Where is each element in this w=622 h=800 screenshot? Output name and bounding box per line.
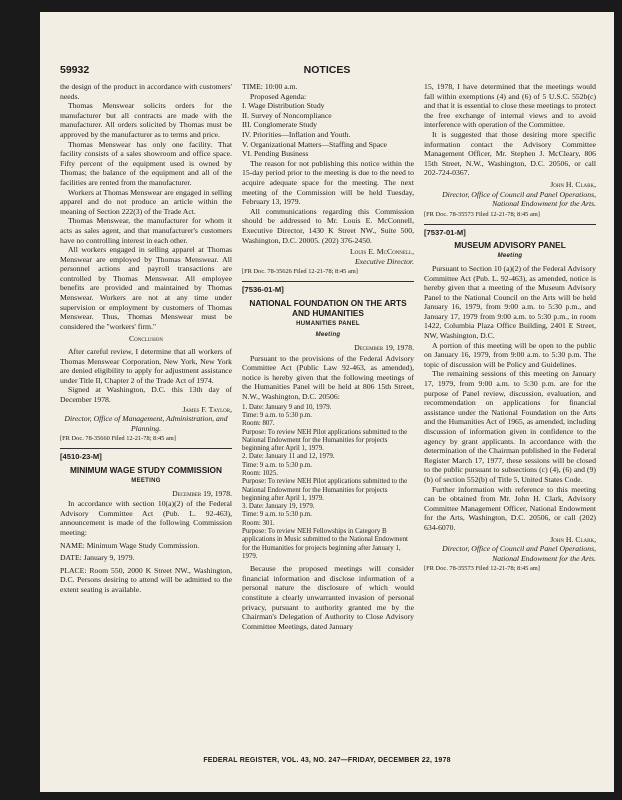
page-number: 59932 (60, 64, 90, 76)
paragraph: 15, 1978, I have determined that the meetings would fall within exemptions (4) and (6) of 5 U.S.C. 552b(c) and that it is essential to close these meetings to protect the free exchange of internal views and to avoid interference with operation of the Committee. (424, 82, 596, 130)
signer-name: John H. Clark, (550, 534, 596, 544)
column-1 (60, 82, 232, 595)
signer-name: John H. Clark, (550, 179, 596, 189)
signer-title: Director, Office of Council and Panel Operations, National Endowment for the Arts. (442, 544, 596, 563)
section-title: NOTICES (303, 64, 351, 76)
paragraph: Workers at Thomas Menswear are engaged in selling apparel and do not produce an article within the meaning of Section 222(3) of the Trade Act. (60, 187, 232, 216)
doc-number: [7536-01-M] (242, 285, 284, 295)
meeting-name: NAME: Minimum Wage Study Commission. (60, 540, 200, 550)
notice-date: December 19, 1978. (354, 343, 414, 353)
page-footer: FEDERAL REGISTER, VOL. 43, NO. 247—FRIDAY, DECEMBER 22, 1978 (203, 757, 451, 764)
signer-name: James F. Taylor, (182, 404, 232, 414)
fr-doc-line: [FR Doc. 78-35573 Filed 12-21-78; 8:45 am] (424, 565, 540, 573)
paragraph: After careful review, I determine that all workers of Thomas Menswear Corporation, New York, New York are denied eligibility to apply for adjustment assistance under Title II, Chapter 2 of the Trade Act of 1974. (60, 347, 232, 385)
doc-number: [4510-23-M] (60, 452, 102, 462)
meeting-item: Purpose: To review NEH Fellowships in Category B applications in Music submitted to the National Endowment for the Humanities for projects beginning after January 1, 1979. (242, 528, 408, 560)
agenda-heading: Proposed Agenda: (250, 91, 307, 101)
column-2 (242, 82, 414, 631)
paragraph: The reason for not publishing this notice within the 15-day period prior to the meeting is due to the need to acquire adequate space for the meeting. The next meeting of the Commission will be held Tuesday, February 13, 1979. (242, 158, 414, 207)
agenda-item: VI. Pending Business (242, 149, 309, 159)
subheading-meeting: Meeting (315, 332, 341, 339)
signer-title: Director, Office of Council and Panel Operations, National Endowment for the Arts. (442, 189, 596, 209)
fr-doc-line: [FR Doc. 78-35626 Filed 12-21-78; 8:45 am] (242, 268, 358, 276)
agenda-item: I. Wage Distribution Study (242, 101, 325, 111)
paragraph: Thomas Menswear has only one facility. That facility consists of a sales showroom and office space. Fifty percent of the equipment used is owned by Thomas; the balance of the equipment and all of the facilities are rented from the manufacturer. (60, 139, 232, 187)
meeting-item: Room: 301. (242, 519, 275, 527)
meeting-item: 1. Date: January 9 and 10, 1979. (242, 403, 332, 411)
meeting-item: Time: 9 a.m. to 5:30 p.m. (242, 461, 312, 469)
agenda-item: V. Organizational Matters—Staffing and Space (242, 139, 387, 149)
page-header (60, 64, 594, 80)
paragraph: Further information with reference to this meeting can be obtained from Mr. John H. Clark, Advisory Committee Management Officer, National Endowment for the Arts, Washington, D.C. 20506, or call (202) 634-6070. (424, 484, 596, 532)
paragraph: It is suggested that those desiring more specific information contact the Advisory Committee Management Officer, Mr. Stephen J. McCleary, 806 15th Street, N.W., Washington, D.C. 20506, or call 202-724-0367. (424, 129, 596, 178)
fr-doc-line: [FR Doc. 78-35660 Filed 12-21-78; 8:45 am] (60, 435, 176, 443)
doc-number: [7537-01-M] (424, 227, 466, 237)
subheading-meeting: Meeting (497, 253, 523, 260)
meeting-list (242, 404, 414, 562)
conclusion-heading: Conclusion (128, 334, 164, 344)
paragraph: A portion of this meeting will be open to the public on January 16, 1979, from 9:00 a.m. to 5:30 p.m. The topic of discussion will be Policy and Guidelines. (424, 340, 596, 369)
subheading: HUMANITIES PANEL (296, 320, 360, 327)
meeting-item: Time: 9 a.m. to 5:30 p.m. (242, 511, 312, 519)
columns (60, 82, 594, 760)
meeting-item: Purpose: To review NEH Pilot applications submitted to the National Endowment for the Humanities for projects beginning after April 1, 1979. (242, 428, 408, 453)
agenda-item: II. Survey of Noncompliance (242, 110, 332, 120)
signer-title: Director, Office of Management, Administration, and Planning. (64, 414, 228, 433)
paragraph: Pursuant to the provisions of the Federal Advisory Committee Act (Public Law 92-463, as amended), notice is hereby given that the following meetings of the Humanities Panel will be held at 806 15th Street, N.W., Washington, D.C. 20506: (242, 353, 414, 402)
register-page (40, 12, 614, 792)
paragraph: All workers engaged in selling apparel at Thomas Menswear are employed by Thomas Menswear. All personnel actions and payroll transactions are controlled by Thomas Menswear. All employee benefits are provided and maintained by Thomas Menswear. Workers are not at any time under supervision or employment by customers of Thomas Menswear. Thus, Thomas Menswear must be considered the "workers' firm." (60, 245, 232, 331)
meeting-item: 2. Date: January 11 and 12, 1979. (242, 453, 335, 461)
paragraph: The remaining sessions of this meeting on January 17, 1979, from 9:00 a.m. to 5:30 p.m. are for the purpose of Panel review, discussion, evaluation, and recommendation on applications for financial assistance under the National Foundation on the Arts and the Humanities Act of 1965, as amended, including discussion of information given in confidence to the agency by grant applicants. In accordance with the determination of the Chairman published in the Federal Register March 17, 1977, these sessions will be closed to the public pursuant to subsections (c) (4), (6) and (9)(b) of section 552(b) of Title 5, United States Code. (424, 369, 596, 484)
paragraph: Because the proposed meetings will consider financial information and disclose information of a personal nature the disclosure of which would constitute a clearly unwarranted invasion of personal privacy, pursuant to authority granted me by the Chairman's Delegation of Authority to Close Advisory Committee Meetings, dated January (242, 564, 414, 631)
meeting-date: DATE: January 9, 1979. (60, 553, 135, 563)
meeting-item: Room: 807. (242, 420, 275, 428)
paragraph: Pursuant to Section 10 (a)(2) of the Federal Advisory Committee Act (Pub. L. 92-463), as amended, notice is hereby given that a meeting of the Museum Advisory Panel to the National Council on the Arts will be held January 16, 1979, from 9:00 a.m. to 5:30 p.m., and January 17, 1979 from 9:00 a.m. to 5:30 p.m., in room 1422, Columbia Plaza Office Building, 2401 E Street, NW, Washington, D.C. (424, 263, 596, 341)
section-heading: MUSEUM ADVISORY PANEL (454, 240, 566, 251)
paragraph: Thomas Menswear, the manufacturer for whom it acts as sales agent, and that manufacturer's customers have no controlling interest in each other. (60, 216, 232, 245)
paragraph: All communications regarding this Commission should be addressed to Mr. Louis E. McConnell, Executive Director, 1430 K Street NW., Suite 500, Washington, D.C. 20005. (202) 376-2450. (242, 206, 414, 245)
divider (60, 448, 232, 449)
section-heading: NATIONAL FOUNDATION ON THE ARTS AND HUMANITIES (249, 297, 407, 318)
agenda-item: III. Conglomerate Study (242, 120, 317, 130)
meeting-item: Room: 1025. (242, 470, 278, 477)
column-3 (424, 82, 596, 577)
paragraph: the design of the product in accordance with customers' needs. (60, 82, 232, 101)
section-heading: MINIMUM WAGE STUDY COMMISSION (70, 464, 222, 475)
divider (242, 281, 414, 282)
divider (424, 224, 596, 225)
meeting-time: TIME: 10:00 a.m. (242, 82, 298, 91)
paragraph: Signed at Washington, D.C. this 13th day of December 1978. (60, 385, 232, 404)
notice-date: December 19, 1978. (172, 488, 232, 498)
meeting-item: 3. Date: January 19, 1979. (242, 503, 315, 511)
paragraph: In accordance with section 10(a)(2) of the Federal Advisory Committee Act (Pub. L. 92-463), announcement is made of the following Commission meeting: (60, 499, 232, 537)
meeting-place: PLACE: Room 550, 2000 K Street NW., Washington, D.C. Persons desiring to attend will be admitted to the extent seating is available. (60, 565, 232, 594)
meeting-item: Time: 9 a.m. to 5:30 p.m. (242, 411, 312, 419)
signer-title: Executive Director. (354, 256, 414, 266)
paragraph: Thomas Menswear solicits orders for the manufacturer but all contracts are made with the manufacturer. All orders solicited by Thomas must be approved by the manufacturer as to terms and price. (60, 101, 232, 139)
subheading: MEETING (131, 477, 161, 484)
agenda-item: IV. Priorities—Inflation and Youth. (242, 129, 351, 139)
signer-name: Louis E. McConnell, (349, 247, 414, 257)
meeting-item: Purpose: To review NEH Pilot applications submitted to the National Endowment for the Humanities for projects beginning after April 1, 1979. (242, 478, 408, 502)
fr-doc-line: [FR Doc. 78-35573 Filed 12-21-78; 8:45 am] (424, 210, 540, 218)
